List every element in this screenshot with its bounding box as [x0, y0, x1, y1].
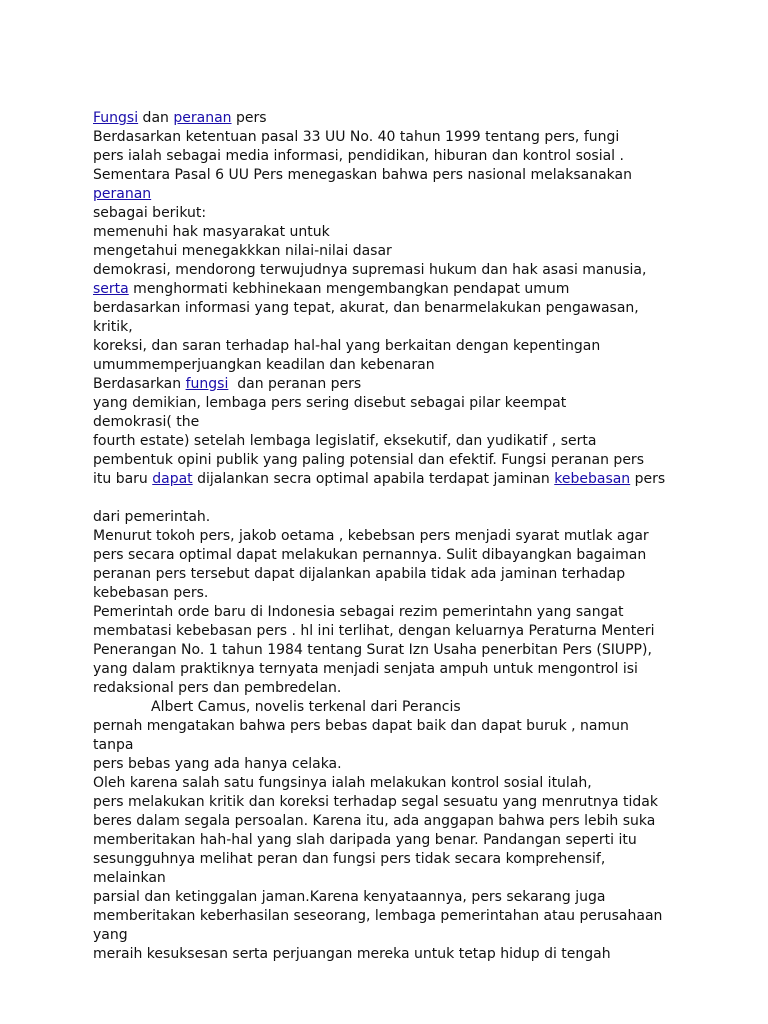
paragraph-line: tanpa: [93, 737, 134, 753]
paragraph-line: sesungguhnya melihat peran dan fungsi pers tidak secara komprehensif,: [93, 851, 606, 867]
paragraph-line: berdasarkan informasi yang tepat, akurat, dan benarmelakukan pengawasan,: [93, 300, 639, 316]
paragraph-line: pers secara optimal dapat melakukan pernannya. Sulit dibayangkan bagaiman: [93, 547, 647, 563]
document-title: [93, 109, 693, 128]
paragraph-line: mengetahui menegakkkan nilai-nilai dasar: [93, 243, 392, 259]
paragraph-line: koreksi, dan saran terhadap hal-hal yang berkaitan dengan kepentingan: [93, 338, 601, 354]
paragraph-line: yang dalam praktiknya ternyata menjadi senjata ampuh untuk mengontrol isi: [93, 661, 638, 677]
title-text-pers: pers: [231, 110, 267, 126]
paragraph-line: pernah mengatakan bahwa pers bebas dapat baik dan dapat buruk , namun: [93, 718, 629, 734]
line-text: pers: [630, 471, 666, 487]
paragraph-line: beres dalam segala persoalan. Karena itu, ada anggapan bahwa pers lebih suka: [93, 813, 656, 829]
link-kebebasan[interactable]: kebebasan: [554, 471, 631, 487]
link-fungsi-2[interactable]: fungsi: [185, 376, 229, 392]
line-text: dan peranan pers: [228, 376, 362, 392]
paragraph-line: kebebasan pers.: [93, 585, 209, 601]
paragraph-line-indented: Albert Camus, novelis terkenal dari Perancis: [151, 699, 461, 715]
paragraph-line: demokrasi( the: [93, 414, 200, 430]
paragraph-line: memenuhi hak masyarakat untuk: [93, 224, 330, 240]
line-text: itu baru: [93, 471, 153, 487]
link-peranan[interactable]: peranan: [173, 110, 232, 126]
paragraph-line: Berdasarkan ketentuan pasal 33 UU No. 40 tahun 1999 tentang pers, fungi: [93, 129, 620, 145]
paragraph-line: [93, 185, 693, 204]
paragraph-line: pembentuk opini publik yang paling potensial dan efektif. Fungsi peranan pers: [93, 452, 644, 468]
paragraph-line: [93, 470, 693, 489]
link-dapat[interactable]: dapat: [152, 471, 193, 487]
paragraph-line: kritik,: [93, 319, 133, 335]
paragraph-line: demokrasi, mendorong terwujudnya supremasi hukum dan hak asasi manusia,: [93, 262, 647, 278]
paragraph-line: sebagai berikut:: [93, 205, 207, 221]
paragraph-line: dari pemerintah.: [93, 509, 211, 525]
paragraph-line: Menurut tokoh pers, jakob oetama , kebebsan pers menjadi syarat mutlak agar: [93, 528, 649, 544]
paragraph-line: yang: [93, 927, 128, 943]
line-text: dijalankan secra optimal apabila terdapat jaminan: [192, 471, 555, 487]
document-body: [93, 109, 693, 964]
link-fungsi[interactable]: Fungsi: [93, 110, 139, 126]
line-text: Berdasarkan: [93, 376, 186, 392]
paragraph-line: peranan pers tersebut dapat dijalankan apabila tidak ada jaminan terhadap: [93, 566, 626, 582]
link-serta[interactable]: serta: [93, 281, 129, 297]
paragraph-line: umummemperjuangkan keadilan dan kebenaran: [93, 357, 435, 373]
paragraph-line: memberitakan hah-hal yang slah daripada yang benar. Pandangan seperti itu: [93, 832, 637, 848]
title-text-dan: dan: [138, 110, 174, 126]
paragraph-line: memberitakan keberhasilan seseorang, lembaga pemerintahan atau perusahaan: [93, 908, 663, 924]
paragraph-line: membatasi kebebasan pers . hl ini terlihat, dengan keluarnya Peraturna Menteri: [93, 623, 655, 639]
blank-line: [93, 489, 693, 508]
paragraph-line: melainkan: [93, 870, 166, 886]
paragraph-line: pers melakukan kritik dan koreksi terhadap segal sesuatu yang menrutnya tidak: [93, 794, 658, 810]
paragraph-line: yang demikian, lembaga pers sering disebut sebagai pilar keempat: [93, 395, 567, 411]
link-peranan-2[interactable]: peranan: [93, 186, 152, 202]
paragraph-line: pers bebas yang ada hanya celaka.: [93, 756, 342, 772]
paragraph-line: parsial dan ketinggalan jaman.Karena kenyataannya, pers sekarang juga: [93, 889, 606, 905]
paragraph-line: fourth estate) setelah lembaga legislatif, eksekutif, dan yudikatif , serta: [93, 433, 597, 449]
paragraph-line: Pemerintah orde baru di Indonesia sebagai rezim pemerintahn yang sangat: [93, 604, 624, 620]
paragraph-line: redaksional pers dan pembredelan.: [93, 680, 342, 696]
paragraph-line: meraih kesuksesan serta perjuangan mereka untuk tetap hidup di tengah: [93, 946, 611, 962]
paragraph-line: [93, 375, 693, 394]
paragraph-line: [93, 280, 693, 299]
paragraph-line: Sementara Pasal 6 UU Pers menegaskan bahwa pers nasional melaksanakan: [93, 167, 632, 183]
paragraph-line: pers ialah sebagai media informasi, pendidikan, hiburan dan kontrol sosial .: [93, 148, 624, 164]
paragraph-line: Oleh karena salah satu fungsinya ialah melakukan kontrol sosial itulah,: [93, 775, 592, 791]
paragraph-line: Penerangan No. 1 tahun 1984 tentang Surat Izn Usaha penerbitan Pers (SIUPP),: [93, 642, 652, 658]
line-text: menghormati kebhinekaan mengembangkan pendapat umum: [128, 281, 570, 297]
